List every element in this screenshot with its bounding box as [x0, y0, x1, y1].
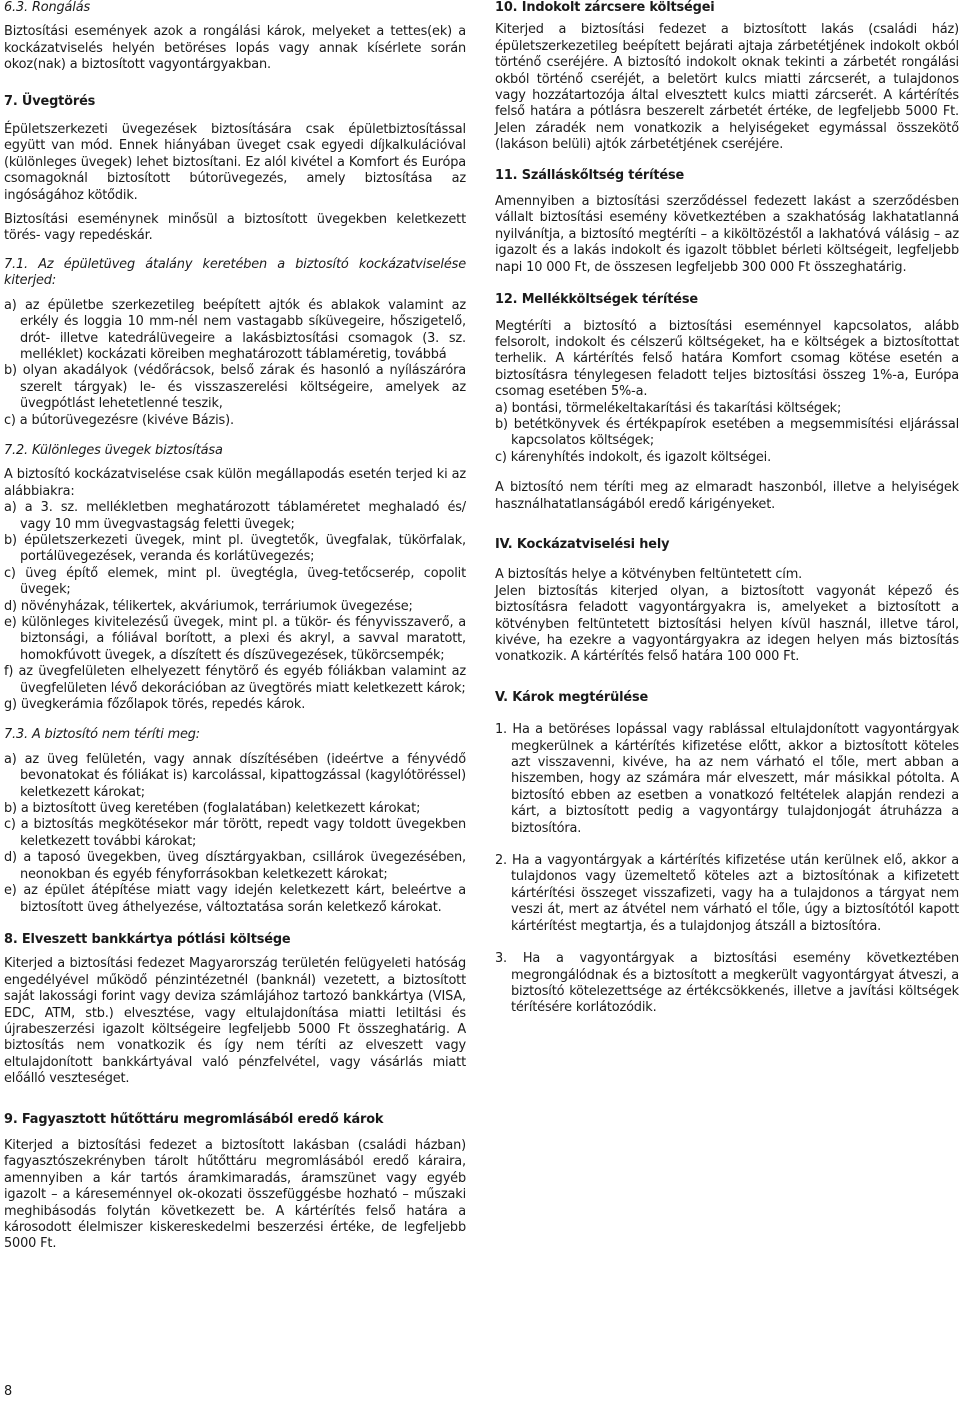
list-item: d) növényházak, télikertek, akváriumok, terráriumok üvegezése;: [4, 598, 413, 614]
section-7-1-list: [4, 298, 466, 429]
list-item: a) a 3. sz. mellékletben meghatározott táblaméretet meghaladó és/ vagy 10 mm üvegvastagság feletti üvegek;: [4, 500, 466, 532]
list-item: c) üveg építő elemek, mint pl. üvegtégla, üveg-tetőcserép, copolit üvegek;: [4, 565, 466, 598]
uveg-paragraph-2: Biztosítási eseménynek minősül a biztosított üvegekben keletkezett törés- vagy repedéskár.: [4, 212, 466, 244]
list-item: e) az épület átépítése miatt vagy idején keletkezett kárt, beleértve a biztosított üveg áthelyezése, változtatása során keletkező károkat.: [4, 883, 466, 915]
uveg-paragraph-1: Épületszerkezeti üvegezések biztosítására csak épületbiztosítással együtt van mód. Ennek hiányában üveget csak egyedi díjkalkulációval (különleges üvegek) lehet biztosítani. Ez alól kivétel a Komfort és Európa csomagoknál biztosított bútorüvegezés, amely biztosítása az ingóságához kötődik.: [4, 122, 466, 203]
section-12-heading: 12. Mellékköltségek térítése: [495, 292, 698, 308]
section-12-text: Megtéríti a biztosító a biztosítási eseménnyel kapcsolatos, alább felsorolt, indokolt és célszerű költségeket, ha e költségek a biztosítottat terhelik. A kártérítés felső határa Komfort csomag kötése esetén a biztosításra ténylegesen feladott teljes biztosítási összeg 1%-a, Európa csomag esetében 5%-a.: [495, 318, 959, 400]
rongalas-text: Biztosítási események azok a rongálási károk, melyeket a tettes(ek) a kockázatviselés helyén betöréses lopás vagy annak kísérlete során okoz(nak) a biztosított vagyontárgyakban.: [4, 24, 466, 73]
list-item: 1. Ha a betöréses lopással vagy rablással eltulajdonított vagyontárgyak megkerülnek a kártérítés kifizetése előtt, akkor a biztosított köteles azt visszavenni, kivéve, ha az nem várható el tőle, mert abban a hiszemben, hogy az számára már elveszett, már másikkal pótolta. A biztosító ebben az esetben a vonatkozó feltételek alapján rendezi a kárt, a biztosított pedig a vagyontárgy tulajdonjogát átruházza a biztosítóra.: [495, 722, 959, 836]
section-8-heading: 8. Elveszett bankkártya pótlási költsége: [4, 931, 291, 947]
list-item: c) a biztosítás megkötésekor már törött, repedt vagy toldott üvegekben keletkezett további károkat;: [4, 817, 466, 849]
section-7-2-intro: A biztosító kockázatviselése csak külön megállapodás esetén terjed ki az alábbiakra:: [4, 467, 466, 499]
section-11-heading: 11. Szálláskőltség térítése: [495, 167, 685, 183]
section-11-text: Amennyiben a biztosítási szerződéssel fedezett lakást a szerződésben vállalt biztosítási esemény következtében a szakhatóság lakhatatlanná nyilvánítja, a biztosító megtéríti – a kiköltözéstől a lakhatóvá válásig – az igazolt és a lakás indokolt és igazolt többlet bérleti költségeit, legfeljebb napi 10 000 Ft, de összesen legfeljebb 300 000 Ft összeghatárig.: [495, 194, 959, 275]
list-item: f) az üvegfelületen elhelyezett fénytörő és egyéb fóliákban valamint az üvegfelületen lévő dekorációban az üvegtörés miatt keletkezett károk;: [4, 664, 466, 696]
list-item: a) bontási, törmelékeltakarítási és takarítási költségek;: [495, 400, 842, 416]
list-item: g) üvegkerámia főzőlapok törés, repedés károk.: [4, 697, 306, 713]
list-item: 2. Ha a vagyontárgyak a kártérítés kifizetése után kerülnek elő, akkor a tulajdonos vagy üzemeltető köteles azt a biztosítónak a kifizetett kártérítési összeget visszafizeti, vagy ha a tulajdonos a tárgyat nem veszi át, mert az átvétel nem várható el tőle, úgy a biztosítótól kapott kártérítést megtartja, és a tulajdonjog átszáll a biztosítóra.: [495, 853, 959, 934]
uveg-heading: 7. Üvegtörés: [4, 93, 96, 109]
section-7-2-heading: 7.2. Különleges üvegek biztosítása: [4, 442, 223, 458]
section-8-text: Kiterjed a biztosítási fedezet Magyarország területén felügyeleti hatóság engedélyével működő pénzintézetnél (banknál) vezetett, a biztosított saját lakossági forint vagy deviza számlájához tartozó bankkártya (VISA, EDC, ATM, stb.) elvesztése, vagy eltulajdonítása miatti letiltási és újrabeszerzési igazolt költségeire legfeljebb 5000 Ft összeghatárig. A biztosítás nem vonatkozik és így nem téríti az elveszett vagy eltulajdonított bankkártyával való pénzfelvétel, vagy vásárlás miatt előálló veszteséget.: [4, 956, 466, 1087]
list-item: c) a bútorüvegezésre (kivéve Bázis).: [4, 412, 234, 428]
section-9-heading: 9. Fagyasztott hűtőttáru megromlásából eredő károk: [4, 1111, 384, 1127]
section-7-1-heading: 7.1. Az épületüveg átalány keretében a biztosító kockázatviselése kiterjed:: [4, 256, 466, 289]
section-iv-paragraph-1: A biztosítás helye a kötvényben feltüntetett cím.: [495, 567, 803, 583]
section-v-list: [495, 722, 959, 1017]
section-7-2-list: [4, 500, 466, 713]
section-iv-paragraph-2: Jelen biztosítás kiterjed olyan, a biztosított vagyonát képező és biztosításra feladott vagyontárgyakra is, amelyeket a biztosított a kötvényben feltüntetett biztosítási helyen kívül használ, illetve tárol, kivéve, ha ezekre a vagyontárgyakra az idegen helyen más biztosítás vonatkozik. A kártérítés felső határa 100 000 Ft.: [495, 583, 959, 665]
section-7-3-heading: 7.3. A biztosító nem téríti meg:: [4, 727, 200, 743]
list-item: a) az üveg felületén, vagy annak díszítésében (ideértve a fényvédő bevonatokat és fóliákat is) karcolással, kipattogzással (kagylótöréssel) keletkezett károkat;: [4, 751, 466, 800]
left-column: [4, 0, 466, 1253]
list-item: 3. Ha a vagyontárgyak a biztosítási esemény következtében megrongálódnak és a biztosított a megkerült vagyontárgyat átveszi, a biztosító kötelezettsége az értékcsökkenés, illetve a javítási költségek térítésére korlátozódik.: [495, 951, 959, 1016]
section-7-3-list: [4, 752, 466, 916]
right-column: [495, 0, 959, 1017]
section-12-list: [495, 401, 959, 467]
page-number: 8: [4, 1384, 13, 1399]
section-12-text-2: A biztosító nem téríti meg az elmaradt haszonból, illetve a helyiségek használhatatlanságából eredő kárigényeket.: [495, 480, 959, 512]
list-item: b) betétkönyvek és értékpapírok esetében a megsemmisítési eljárással kapcsolatos költségek;: [495, 416, 959, 449]
list-item: b) olyan akadályok (védőrácsok, belső zárak és hasonló a nyílászáróra szerelt tárgyak) le- és visszaszerelési költségeire, amelyek az üvegpótlást lehetetlenné teszik,: [4, 363, 466, 412]
list-item: c) kárenyhítés indokolt, és igazolt költségei.: [495, 449, 772, 465]
rongalas-heading: 6.3. Rongálás: [4, 0, 91, 15]
section-v-heading: V. Károk megtérülése: [495, 689, 649, 705]
list-item: e) különleges kivitelezésű üvegek, mint pl. a tükör- és fényvisszaverő, a biztonsági, a fóliával borított, a plexi és akryl, a savval maratott, homokfúvott üvegek, a díszített és díszüvegezések, tükörcsempék;: [4, 615, 466, 663]
section-iv-heading: IV. Kockázatviselési hely: [495, 536, 670, 552]
list-item: b) a biztosított üveg keretében (foglalatában) keletkezett károkat;: [4, 801, 421, 817]
section-10-text: Kiterjed a biztosítási fedezet a biztosított lakás (családi ház) épületszerkezetileg beépített bejárati ajtaja zárbetétjének indokolt okból történő cseréjére. A biztosító indokolt oknak tekinti a zárbetét rongálási okból történő cseréjét, a beletört kulcs miatti zárcserét, a tulajdonos vagy hozzátartozója által elvesztett kulcs miatti zárcserét. A kártérítés felső határa a pótlásra beszerelt zárbetét értéke, de legfeljebb 5000 Ft. Jelen záradék nem vonatkozik a helyiségeket egymással összekötő (lakáson belüli) ajtók zárbetétjének cseréjére.: [495, 22, 959, 153]
list-item: a) az épületbe szerkezetileg beépített ajtók és ablakok valamint az erkély és loggia 10 mm-nél nem vastagabb síküvegeire, hőszigetelő, drót- illetve katedrálüvegeire a lakásbiztosítási csomagok (3. sz. melléklet) kockázati köreiben meghatározott táblaméretig, továbbá: [4, 297, 466, 362]
list-item: b) épületszerkezeti üvegek, mint pl. üvegtetők, üvegfalak, tükörfalak, portálüvegezések, veranda és korlátüvegezés;: [4, 532, 466, 565]
list-item: d) a taposó üvegekben, üveg dísztárgyakban, csillárok üvegezésében, neonokban és egyéb fényforrásokban keletkezett károkat;: [4, 850, 466, 882]
section-10-heading: 10. Indokolt zárcsere költségei: [495, 0, 715, 15]
section-9-text: Kiterjed a biztosítási fedezet a biztosított lakásban (családi házban) fagyasztószekrényben tárolt hűtőttáru megromlásából eredő káraira, amennyiben a kár tartós áramkimaradás, áramszünet vagy egyéb igazolt – a káreseménnyel ok-okozati összefüggésbe hozható – műszaki meghibásodás folytán következett be. A kártérítés felső határa a károsodott élelmiszer kiskereskedelmi beszerzési értéke, de legfeljebb 5000 Ft.: [4, 1137, 466, 1252]
